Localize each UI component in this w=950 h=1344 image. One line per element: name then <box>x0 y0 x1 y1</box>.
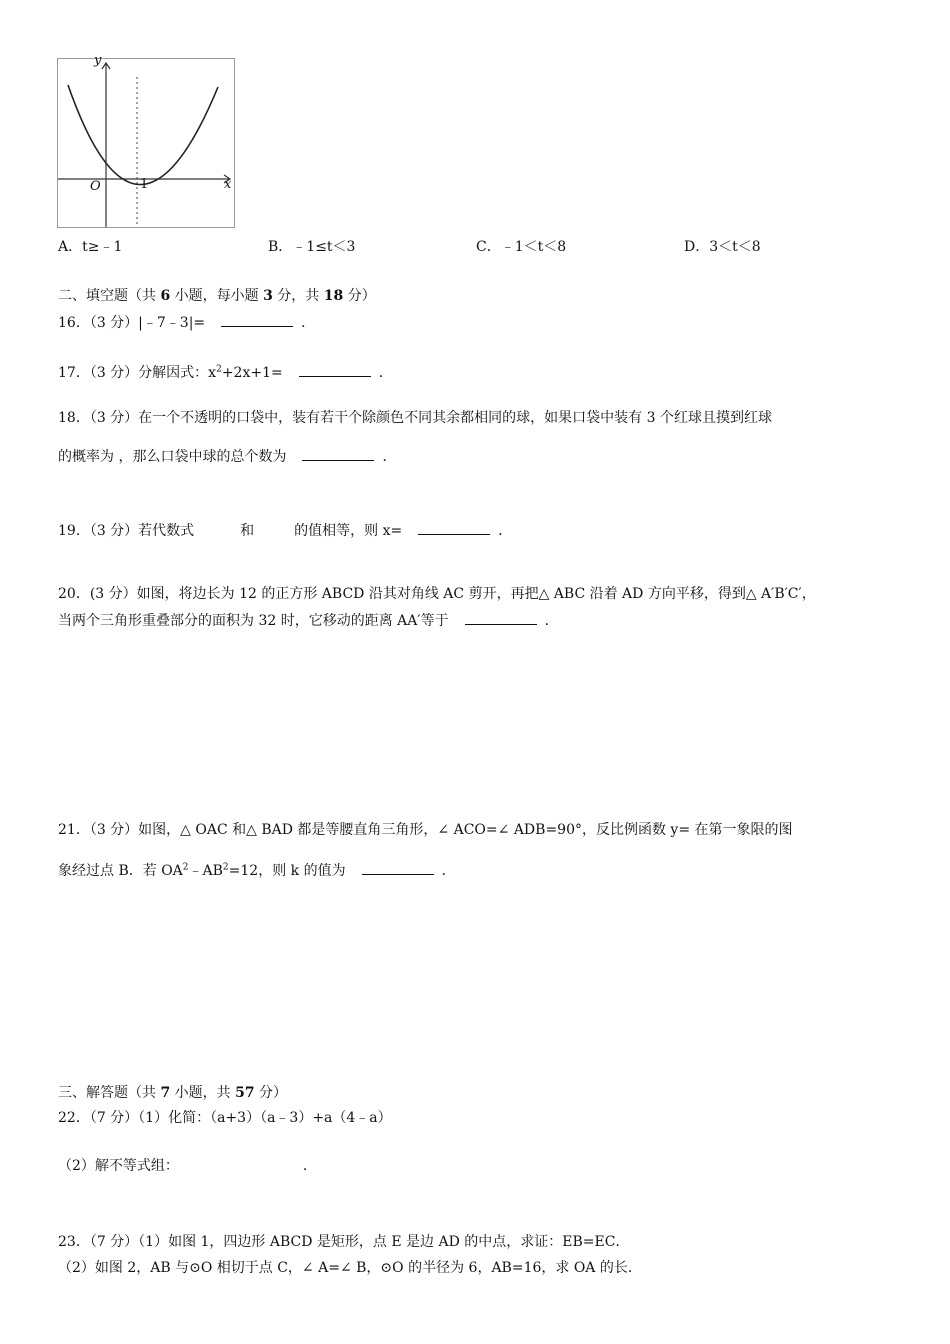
option-text: t≥﹣1 <box>82 239 123 255</box>
question-20-line-1: 20．(3 分）如图，将边长为 12 的正方形 ABCD 沿其对角线 AC 剪开，再把△ ABC 沿着 AD 方向平移，得到△ A′B′C′， <box>58 586 816 602</box>
answer-blank <box>465 610 537 625</box>
answer-blank <box>221 312 293 327</box>
question-18-line-2: 的概率为 ，那么口袋中球的总个数为 ． <box>58 446 396 467</box>
answer-blank <box>302 446 374 461</box>
option-c <box>476 236 566 256</box>
answer-blank <box>299 362 371 377</box>
section-3-heading: 三、解答题（共 7 小题，共 57 分） <box>58 1085 288 1101</box>
option-text: ﹣1≤t＜3 <box>292 239 356 255</box>
tick-one-label: 1 <box>140 177 149 192</box>
answer-blank <box>362 860 434 875</box>
question-17: 17．（3 分）分解因式：$x^2+2x+1=$ ． <box>58 362 393 383</box>
option-a <box>58 236 122 256</box>
question-22-line-2: （2）解不等式组： ． <box>58 1158 317 1174</box>
option-letter: A． <box>58 239 83 255</box>
question-21-line-2: 象经过点 B．若 $OA^2﹣AB^2=12$，则 k 的值为 ． <box>58 860 456 881</box>
question-23-line-2: （2）如图 2，AB 与⊙O 相切于点 C，∠ A=∠ B，⊙O 的半径为 6，AB=16，求 OA 的长． <box>58 1260 642 1276</box>
question-18-line-1: 18．（3 分）在一个不透明的口袋中，装有若干个除颜色不同其余都相同的球，如果口袋中装有 3 个红球且摸到红球 <box>58 410 772 426</box>
option-text: ﹣1＜t＜8 <box>500 239 567 255</box>
option-b <box>268 236 355 256</box>
origin-label: O <box>90 179 101 194</box>
option-text: 3＜t＜8 <box>709 239 761 255</box>
answer-blank <box>418 520 490 535</box>
question-19: 19．（3 分）若代数式 和 的值相等，则 x= ． <box>58 520 512 541</box>
parabola-svg <box>58 59 236 229</box>
question-16: 16．（3 分）|﹣7﹣3|= ． <box>58 312 315 333</box>
parabola-graph <box>57 53 235 228</box>
parabola-curve <box>68 85 218 185</box>
question-20-line-2: 当两个三角形重叠部分的面积为 32 时，它移动的距离 AA′等于 ． <box>58 610 559 631</box>
option-letter: D． <box>684 239 710 255</box>
option-letter: C． <box>476 239 501 255</box>
question-23-line-1: 23．（7 分）（1）如图 1，四边形 ABCD 是矩形，点 E 是边 AD 的中点，求证：EB=EC． <box>58 1234 630 1250</box>
option-d <box>684 236 761 256</box>
question-22-line-1: 22．（7 分）（1）化简：（a+3）（a﹣3）+a（4﹣a） <box>58 1110 392 1126</box>
option-letter: B． <box>268 239 293 255</box>
y-axis-label: y <box>94 53 102 68</box>
x-axis-label: x <box>224 177 232 192</box>
section-2-heading: 二、填空题（共 6 小题，每小题 3 分，共 18 分） <box>58 288 376 304</box>
question-21-line-1: 21．（3 分）如图，△ OAC 和△ BAD 都是等腰直角三角形，∠ ACO=∠ ADB=90°，反比例函数 y= 在第一象限的图 <box>58 822 793 838</box>
